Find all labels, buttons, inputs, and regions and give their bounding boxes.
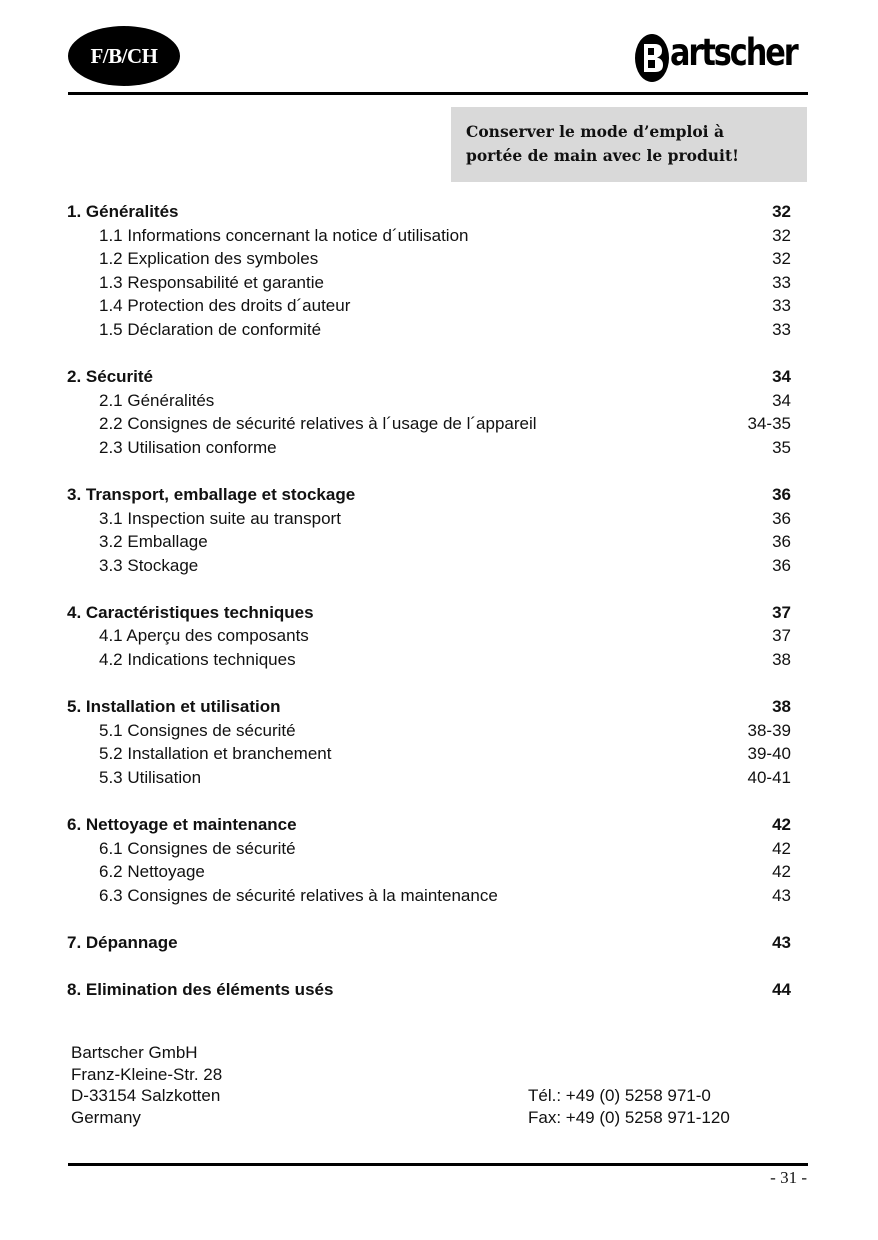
logo-wordmark: artscher (670, 31, 797, 74)
toc-title: 2.1 Généralités (99, 390, 215, 410)
toc-page: 36 (772, 508, 791, 528)
toc-entry (67, 271, 791, 295)
toc-entry (67, 318, 791, 342)
toc-title: 8. Elimination des éléments usés (67, 979, 334, 999)
toc-title: 2. Sécurité (67, 367, 153, 387)
toc-entry (67, 742, 791, 766)
toc-page: 39-40 (747, 744, 791, 764)
toc-page: 32 (772, 225, 791, 245)
toc-page: 33 (772, 296, 791, 316)
toc-page: 43 (772, 885, 791, 905)
address-country: Germany (71, 1107, 141, 1127)
header-rule (68, 92, 808, 95)
toc-page: 38 (772, 650, 791, 669)
toc-title: 6. Nettoyage et maintenance (67, 814, 297, 834)
toc-title: 5.2 Installation et branchement (99, 744, 332, 764)
toc-title: 6.3 Consignes de sécurité relatives à la maintenance (99, 885, 498, 905)
notice-line-2: portée de main avec le produit! (466, 146, 739, 165)
table-of-contents (67, 200, 791, 1025)
toc-page: 43 (772, 932, 791, 952)
toc-entry (67, 389, 791, 413)
footer-rule (68, 1163, 808, 1166)
toc-page: 35 (772, 437, 791, 457)
toc-entry (67, 294, 791, 318)
toc-page: 42 (772, 838, 791, 858)
address-city: D-33154 Salzkotten (71, 1086, 221, 1105)
toc-entry (67, 624, 791, 648)
toc-page: 36 (772, 532, 791, 552)
toc-entry (67, 554, 791, 578)
toc-title: 1.2 Explication des symboles (99, 249, 319, 269)
bartscher-logo (634, 33, 800, 85)
toc-title: 3.1 Inspection suite au transport (99, 508, 341, 528)
toc-section-heading (67, 931, 791, 955)
toc-page: 34 (772, 390, 791, 410)
toc-title: 4.2 Indications techniques (99, 650, 296, 669)
toc-entry (67, 837, 791, 861)
toc-section-heading (67, 695, 791, 719)
toc-section-heading (67, 601, 791, 625)
toc-section (67, 483, 791, 577)
toc-title: 6.1 Consignes de sécurité (99, 838, 296, 858)
toc-title: 7. Dépannage (67, 932, 178, 952)
toc-title: 4.1 Aperçu des composants (99, 626, 309, 646)
toc-section (67, 695, 791, 789)
toc-section (67, 365, 791, 459)
toc-entry (67, 247, 791, 271)
toc-title: 5.1 Consignes de sécurité (99, 720, 296, 740)
toc-section (67, 978, 791, 1002)
toc-page: 34-35 (747, 414, 791, 434)
notice-line-1: Conserver le mode d’emploi à (466, 122, 724, 141)
company-contact (528, 1085, 730, 1128)
contact-fax: Fax: +49 (0) 5258 971-120 (528, 1107, 730, 1127)
toc-title: 1. Généralités (67, 202, 179, 221)
toc-entry (67, 436, 791, 460)
toc-page: 37 (772, 626, 791, 646)
toc-section (67, 813, 791, 907)
toc-entry (67, 412, 791, 436)
toc-entry (67, 648, 791, 672)
toc-entry (67, 719, 791, 743)
toc-entry (67, 530, 791, 554)
toc-title: 1.4 Protection des droits d´auteur (99, 296, 351, 316)
toc-title: 5. Installation et utilisation (67, 697, 281, 717)
toc-page: 42 (772, 862, 791, 882)
toc-title: 1.5 Déclaration de conformité (99, 319, 322, 339)
toc-section-heading (67, 978, 791, 1002)
page-number: - 31 - (770, 1168, 807, 1187)
toc-page: 32 (772, 202, 791, 221)
address-company: Bartscher GmbH (71, 1043, 198, 1062)
toc-page: 37 (772, 602, 791, 622)
contact-tel: Tél.: +49 (0) 5258 971-0 (528, 1086, 711, 1105)
toc-section (67, 931, 791, 955)
toc-title: 1.1 Informations concernant la notice d´utilisation (99, 225, 469, 245)
toc-page: 40-41 (747, 767, 791, 787)
toc-section-heading (67, 200, 791, 224)
toc-title: 3.2 Emballage (99, 532, 208, 552)
address-street: Franz-Kleine-Str. 28 (71, 1064, 223, 1084)
toc-title: 3. Transport, emballage et stockage (67, 484, 356, 504)
toc-section (67, 601, 791, 672)
toc-title: 1.3 Responsabilité et garantie (99, 272, 324, 292)
toc-page: 44 (772, 979, 791, 999)
toc-section-heading (67, 813, 791, 837)
toc-page: 38 (772, 697, 791, 717)
logo-b-icon (634, 33, 670, 83)
toc-title: 5.3 Utilisation (99, 767, 202, 787)
toc-entry (67, 224, 791, 248)
toc-section-heading (67, 483, 791, 507)
country-badge: F/B/CH (68, 26, 180, 86)
toc-entry (67, 507, 791, 531)
toc-title: 6.2 Nettoyage (99, 862, 205, 882)
toc-entry (67, 884, 791, 908)
toc-title: 2.2 Consignes de sécurité relatives à l´usage de l´appareil (99, 414, 537, 434)
toc-title: 4. Caractéristiques techniques (67, 602, 314, 622)
notice-box (451, 107, 807, 182)
toc-page: 34 (772, 367, 791, 387)
toc-page: 33 (772, 319, 791, 339)
company-address (71, 1042, 222, 1128)
toc-title: 3.3 Stockage (99, 555, 199, 575)
toc-page: 33 (772, 272, 791, 292)
toc-title: 2.3 Utilisation conforme (99, 437, 277, 457)
toc-section (67, 200, 791, 342)
toc-page: 32 (772, 249, 791, 269)
toc-section-heading (67, 365, 791, 389)
toc-entry (67, 860, 791, 884)
toc-page: 42 (772, 814, 791, 834)
toc-page: 36 (772, 555, 791, 575)
toc-page: 36 (772, 484, 791, 504)
toc-entry (67, 766, 791, 790)
toc-page: 38-39 (747, 720, 791, 740)
